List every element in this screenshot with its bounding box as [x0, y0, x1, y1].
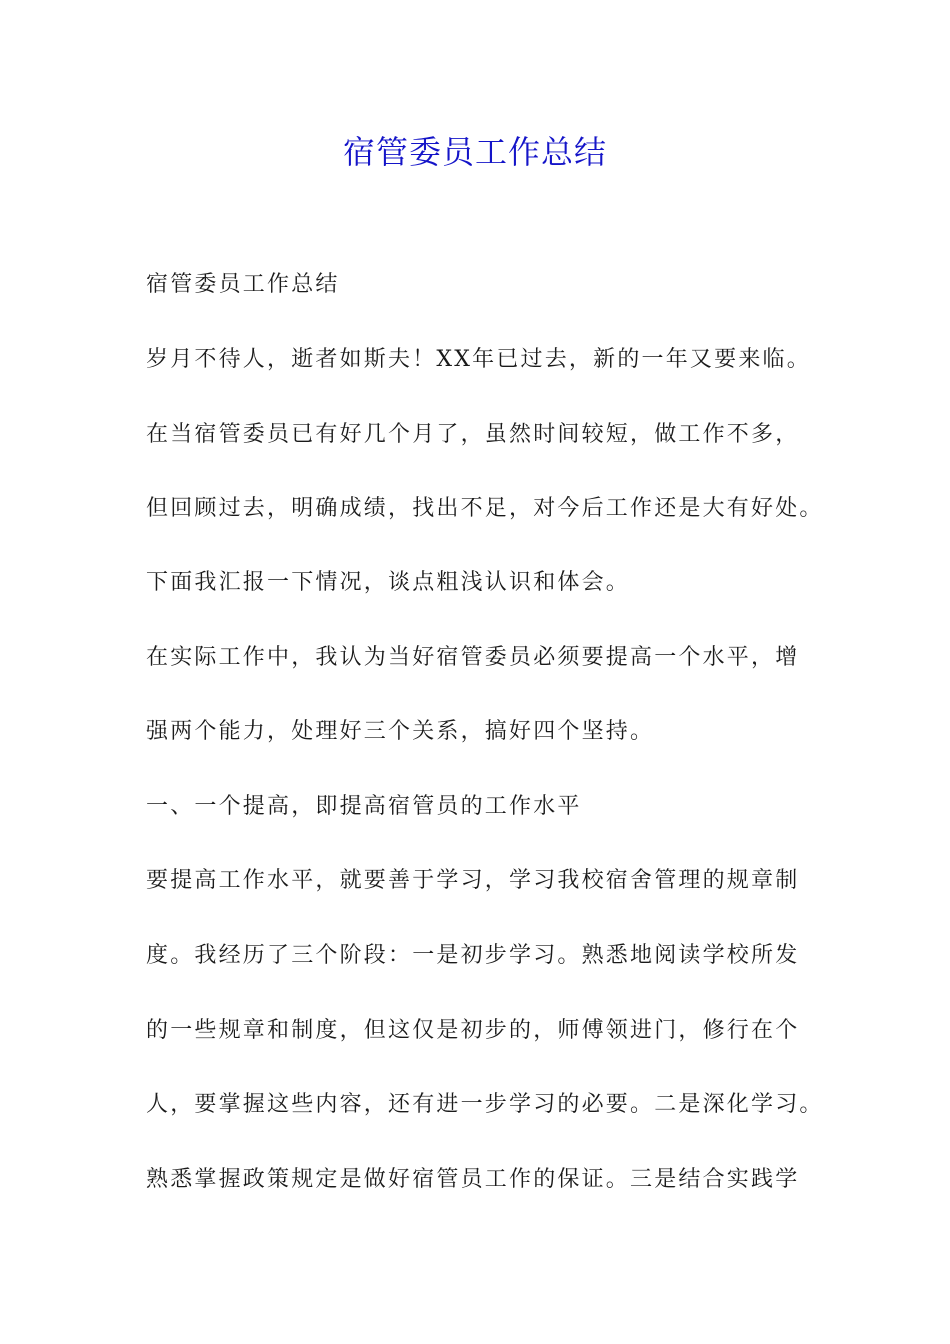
- body-line: 人，要掌握这些内容，还有进一步学习的必要。二是深化学习。: [146, 1092, 824, 1117]
- body-line: 在实际工作中，我认为当好宿管委员必须要提高一个水平，增: [146, 645, 800, 670]
- body-line: 宿管委员工作总结: [146, 272, 340, 297]
- body-line: 要提高工作水平，就要善于学习，学习我校宿舍管理的规章制: [146, 868, 800, 893]
- document-title: 宿管委员工作总结: [342, 133, 607, 171]
- body-line: 强两个能力，处理好三个关系，搞好四个坚持。: [146, 719, 655, 744]
- body-line: 但回顾过去，明确成绩，找出不足，对今后工作还是大有好处。: [146, 496, 824, 521]
- body-line: 度。我经历了三个阶段：一是初步学习。熟悉地阅读学校所发: [146, 943, 800, 968]
- body-line: 下面我汇报一下情况，谈点粗浅认识和体会。: [146, 570, 631, 595]
- body-line: 岁月不待人，逝者如斯夫！XX年已过去，新的一年又要来临。: [146, 347, 811, 372]
- body-line: 熟悉掌握政策规定是做好宿管员工作的保证。三是结合实践学: [146, 1167, 800, 1192]
- body-line: 在当宿管委员已有好几个月了，虽然时间较短，做工作不多，: [146, 422, 800, 447]
- body-line: 的一些规章和制度，但这仅是初步的，师傅领进门，修行在个: [146, 1018, 800, 1043]
- section-heading: 一、一个提高，即提高宿管员的工作水平: [146, 794, 582, 819]
